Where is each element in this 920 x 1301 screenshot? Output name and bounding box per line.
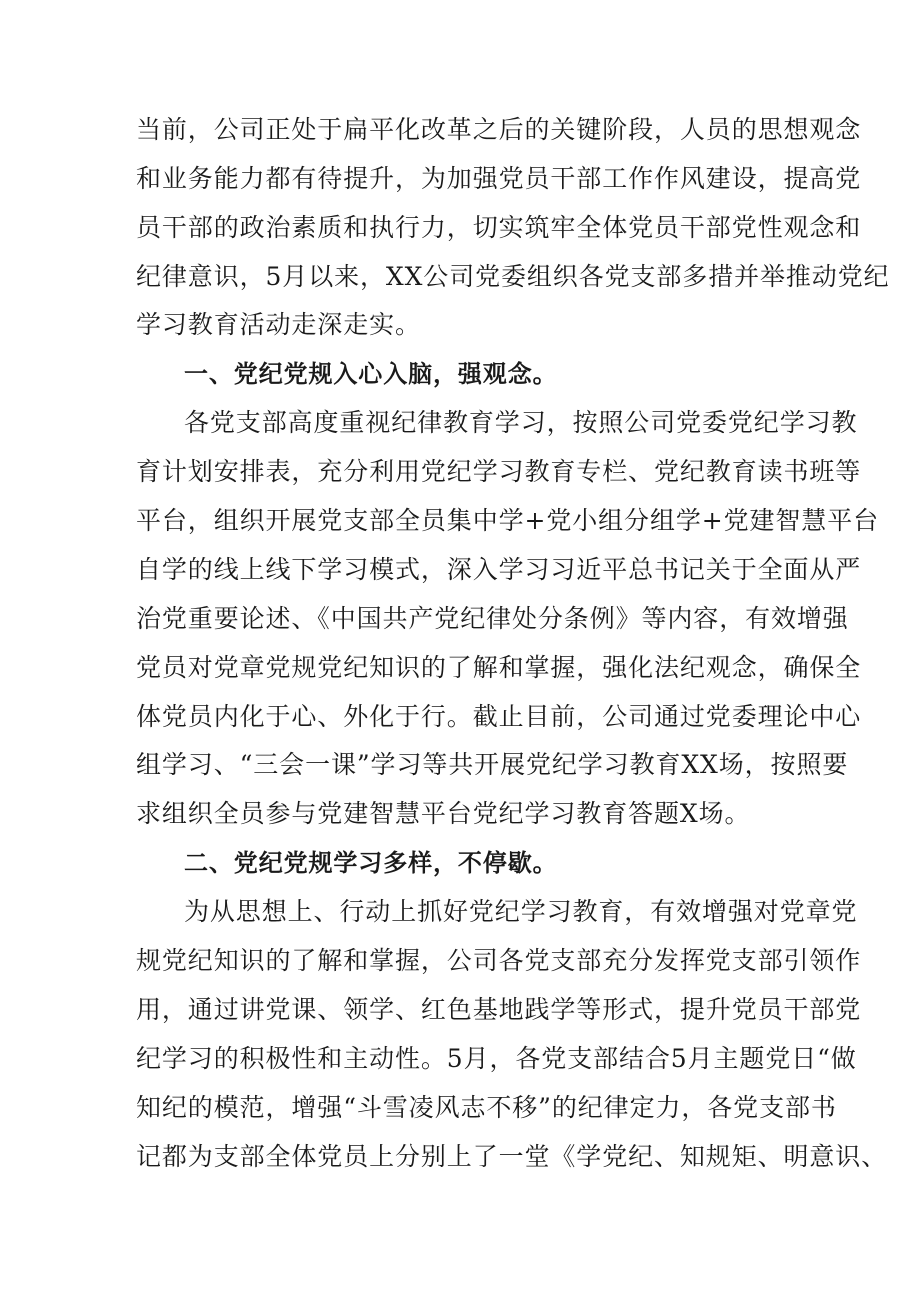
section2-line-3: 用，通过讲党课、领学、红色基地践学等形式，提升党员干部党 [136, 995, 862, 1024]
section1-line-8: 组学习、“三会一课”学习等共开展党纪学习教育XX场，按照要 [136, 750, 849, 779]
intro-line-3: 员干部的政治素质和执行力，切实筑牢全体党员干部党性观念和 [136, 213, 862, 242]
section1-line-9: 求组织全员参与党建智慧平台党纪学习教育答题X场。 [136, 799, 751, 828]
section1-line-4: 自学的线上线下学习模式，深入学习习近平总书记关于全面从严 [136, 555, 862, 584]
intro-line-1: 当前，公司正处于扁平化改革之后的关键阶段，人员的思想观念 [136, 115, 862, 144]
section1-line-1: 各党支部高度重视纪律教育学习，按照公司党委党纪学习教 [184, 408, 858, 437]
section1-line-3: 平台，组织开展党支部全员集中学+党小组分组学+党建智慧平台 [136, 506, 879, 535]
section2-line-4: 纪学习的积极性和主动性。5月，各党支部结合5月主题党日“做 [136, 1044, 857, 1073]
section2-line-6: 记都为支部全体党员上分别上了一堂《学党纪、知规矩、明意识、 [136, 1142, 888, 1171]
intro-line-2: 和业务能力都有待提升，为加强党员干部工作作风建设，提高党 [136, 164, 862, 193]
section1-line-5: 治党重要论述、《中国共产党纪律处分条例》等内容，有效增强 [136, 604, 849, 633]
section2-line-5: 知纪的模范，增强“斗雪凌风志不移”的纪律定力，各党支部书 [136, 1093, 837, 1122]
section1-heading: 一、党纪党规入心入脑，强观念。 [184, 360, 558, 388]
section2-line-1: 为从思想上、行动上抓好党纪学习教育，有效增强对党章党 [184, 897, 858, 926]
intro-line-4: 纪律意识，5月以来，XX公司党委组织各党支部多措并举推动党纪 [136, 262, 890, 291]
section2-line-2: 规党纪知识的了解和掌握，公司各党支部充分发挥党支部引领作 [136, 946, 862, 975]
intro-line-5: 学习教育活动走深走实。 [136, 310, 421, 339]
section1-line-2: 育计划安排表，充分利用党纪学习教育专栏、党纪教育读书班等 [136, 457, 862, 486]
section2-heading: 二、党纪党规学习多样，不停歇。 [184, 849, 558, 877]
section1-line-7: 体党员内化于心、外化于行。截止目前，公司通过党委理论中心 [136, 702, 862, 731]
section1-line-6: 党员对党章党规党纪知识的了解和掌握，强化法纪观念，确保全 [136, 653, 862, 682]
